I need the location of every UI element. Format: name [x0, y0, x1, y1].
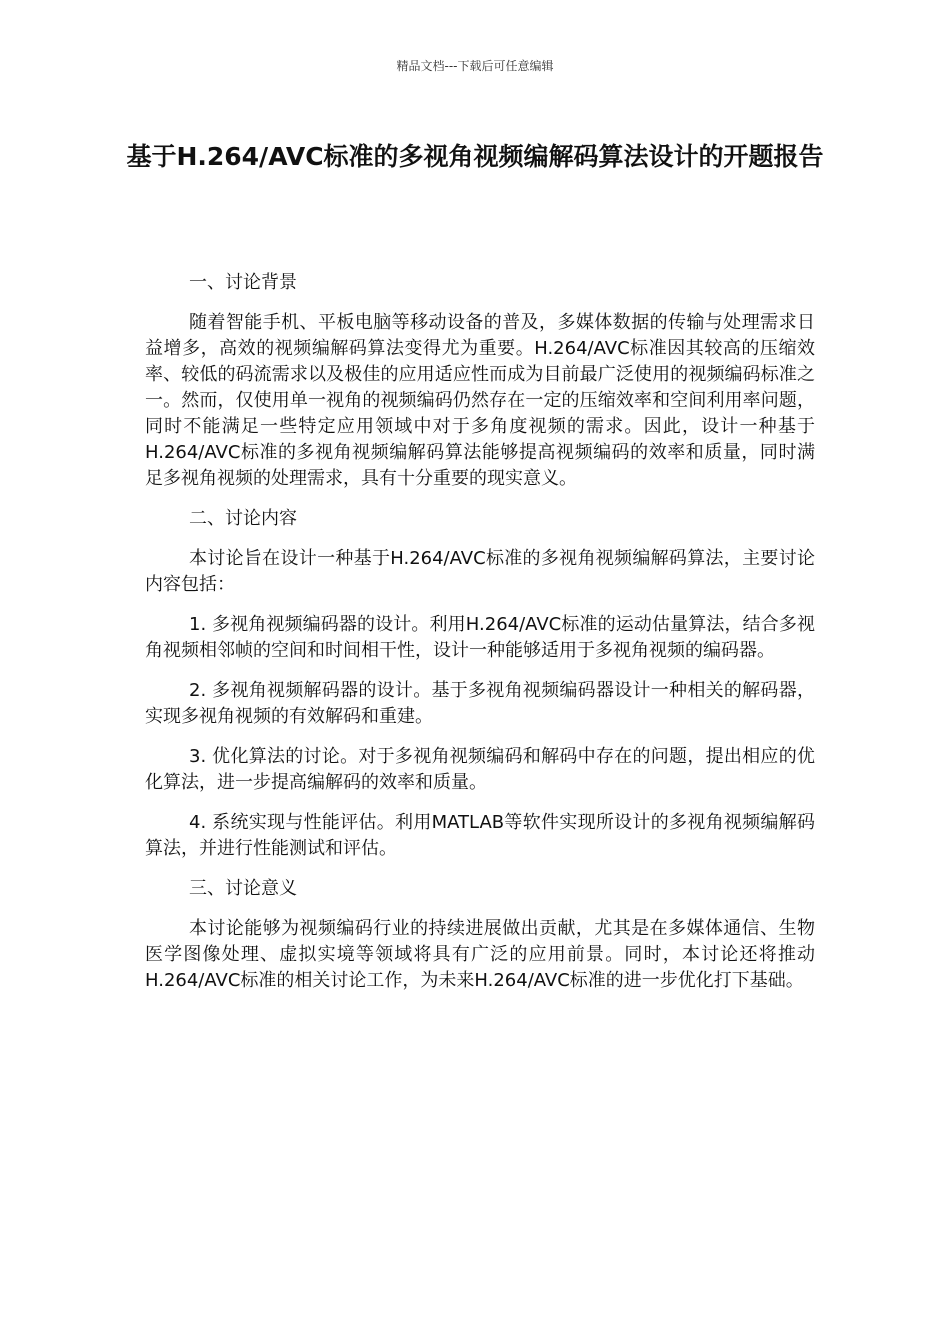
section-heading: 三、讨论意义: [189, 878, 297, 899]
document-body: [145, 270, 815, 1008]
list-item: 2. 多视角视频解码器的设计。基于多视角视频编码器设计一种相关的解码器，实现多视角视频的有效解码和重建。: [145, 680, 815, 727]
section-background: [145, 270, 815, 492]
list-item: 1. 多视角视频编码器的设计。利用H.264/AVC标准的运动估量算法，结合多视角视频相邻帧的空间和时间相干性，设计一种能够适用于多视角视频的编码器。: [145, 614, 815, 661]
paragraph: 本讨论旨在设计一种基于H.264/AVC标准的多视角视频编解码算法，主要讨论内容包括：: [145, 548, 815, 595]
section-significance: [145, 876, 815, 994]
list-item: 3. 优化算法的讨论。对于多视角视频编码和解码中存在的问题，提出相应的优化算法，进一步提高编解码的效率和质量。: [145, 746, 815, 793]
paragraph: 本讨论能够为视频编码行业的持续进展做出贡献，尤其是在多媒体通信、生物医学图像处理、虚拟实境等领域将具有广泛的应用前景。同时，本讨论还将推动H.264/AVC标准的相关讨论工作，为未来H.264/AVC标准的进一步优化打下基础。: [145, 918, 815, 991]
page-header-note: 精品文档---下载后可任意编辑: [396, 59, 554, 73]
paragraph: 随着智能手机、平板电脑等移动设备的普及，多媒体数据的传输与处理需求日益增多，高效的视频编解码算法变得尤为重要。H.264/AVC标准因其较高的压缩效率、较低的码流需求以及极佳的应用适应性而成为目前最广泛使用的视频编码标准之一。然而，仅使用单一视角的视频编码仍然存在一定的压缩效率和空间利用率问题，同时不能满足一些特定应用领域中对于多角度视频的需求。因此，设计一种基于H.264/AVC标准的多视角视频编解码算法能够提高视频编码的效率和质量，同时满足多视角视频的处理需求，具有十分重要的现实意义。: [145, 312, 815, 489]
section-content: [145, 506, 815, 862]
section-heading: 一、讨论背景: [189, 272, 297, 293]
section-heading: 二、讨论内容: [189, 508, 297, 529]
list-item: 4. 系统实现与性能评估。利用MATLAB等软件实现所设计的多视角视频编解码算法，并进行性能测试和评估。: [145, 812, 815, 859]
document-title: 基于H.264/AVC标准的多视角视频编解码算法设计的开题报告: [126, 142, 824, 171]
